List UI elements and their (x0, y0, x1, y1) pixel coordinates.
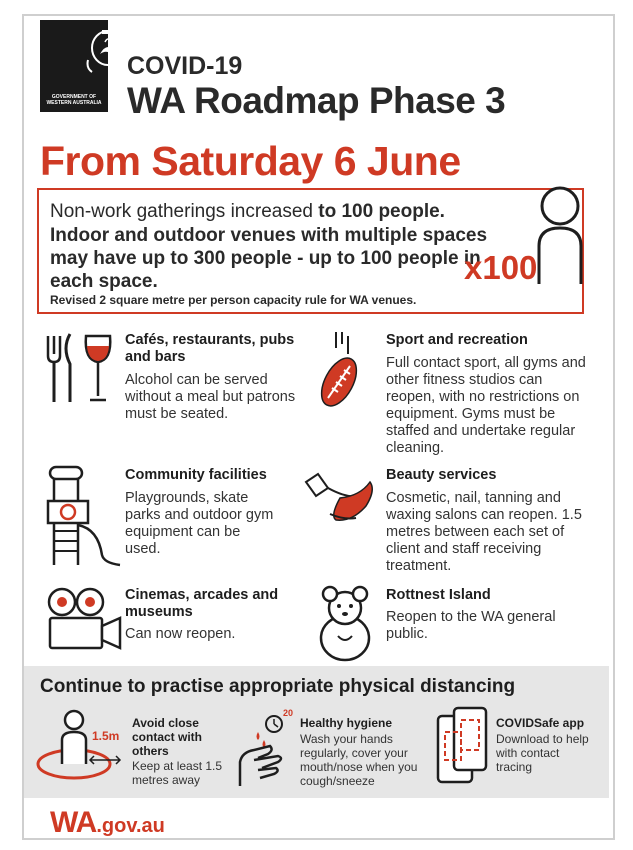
section-body-cinemas: Can now reopen. (125, 626, 236, 642)
date-heading: From Saturday 6 June (40, 138, 461, 184)
wa-government-crest (40, 20, 108, 112)
gatherings-line2: Indoor and outdoor venues with multiple spaces may have up to 300 people - up to 100 people in each space. (50, 225, 488, 292)
section-title-rottnest: Rottnest Island (386, 587, 491, 603)
section-body-cafes: Alcohol can be served without a meal but patrons must be seated. (125, 372, 296, 422)
page-title: WA Roadmap Phase 3 (127, 80, 506, 121)
quokka-icon (310, 584, 380, 662)
handwashing-icon (236, 712, 300, 788)
section-body-rottnest: Reopen to the WA general public. (386, 609, 556, 642)
multiplier-label: x100 (464, 249, 538, 286)
gatherings-line1 (50, 201, 445, 223)
distance-badge: 1.5m (92, 729, 120, 743)
gatherings-line1-text: Non-work gatherings increased (50, 201, 319, 222)
section-body-community: Playgrounds, skate parks and outdoor gym equipment can be used. (125, 490, 274, 557)
cutlery-wine-icon (44, 330, 119, 405)
playground-icon (44, 463, 124, 568)
title-covid19: COVID-19 (127, 52, 243, 80)
section-title-cinemas: Cinemas, arcades and museums (125, 587, 279, 620)
section-title-beauty: Beauty services (386, 467, 497, 483)
timer-badge: 20 (283, 708, 294, 718)
phone-app-icon (436, 706, 488, 788)
gatherings-line1-bold: to 100 people. (318, 201, 445, 222)
section-title-sport: Sport and recreation (386, 332, 528, 348)
section-title-cafes: Cafés, restaurants, pubs and bars (125, 332, 295, 365)
football-icon (308, 330, 370, 412)
film-projector-icon (44, 586, 124, 654)
gatherings-line3: Revised 2 square metre per person capacity rule for WA venues. (50, 293, 417, 307)
wa-gov-logo (50, 806, 165, 840)
hygiene-title: Healthy hygiene (300, 716, 393, 730)
distance-person-icon (34, 708, 134, 788)
crest-caption: GOVERNMENT OF WESTERN AUSTRALIA (46, 94, 102, 106)
section-body-beauty: Cosmetic, nail, tanning and waxing salons can reopen. 1.5 metres between each set of client and staff receiving treatment. (386, 490, 582, 574)
section-body-sport: Full contact sport, all gyms and other fitness studios can reopen, with no restrictions on equipment. Gyms must be staffed and undertake regular cleaning. (386, 355, 586, 456)
wa-brand: WA (50, 806, 97, 839)
avoid-contact-title: Avoid close contact with others (132, 716, 203, 758)
covidsafe-title: COVIDSafe app (496, 716, 585, 730)
nail-polish-icon (300, 470, 380, 530)
avoid-contact-body: Keep at least 1.5 metres away (132, 759, 223, 787)
person-icon (533, 184, 583, 284)
covidsafe-body: Download to help with contact tracing (496, 732, 589, 774)
hygiene-body: Wash your hands regularly, cover your mouth/nose when you cough/sneeze (300, 732, 418, 788)
distancing-heading: Continue to practise appropriate physical distancing (40, 676, 516, 697)
section-title-community: Community facilities (125, 467, 267, 483)
wa-domain: .gov.au (96, 815, 165, 837)
